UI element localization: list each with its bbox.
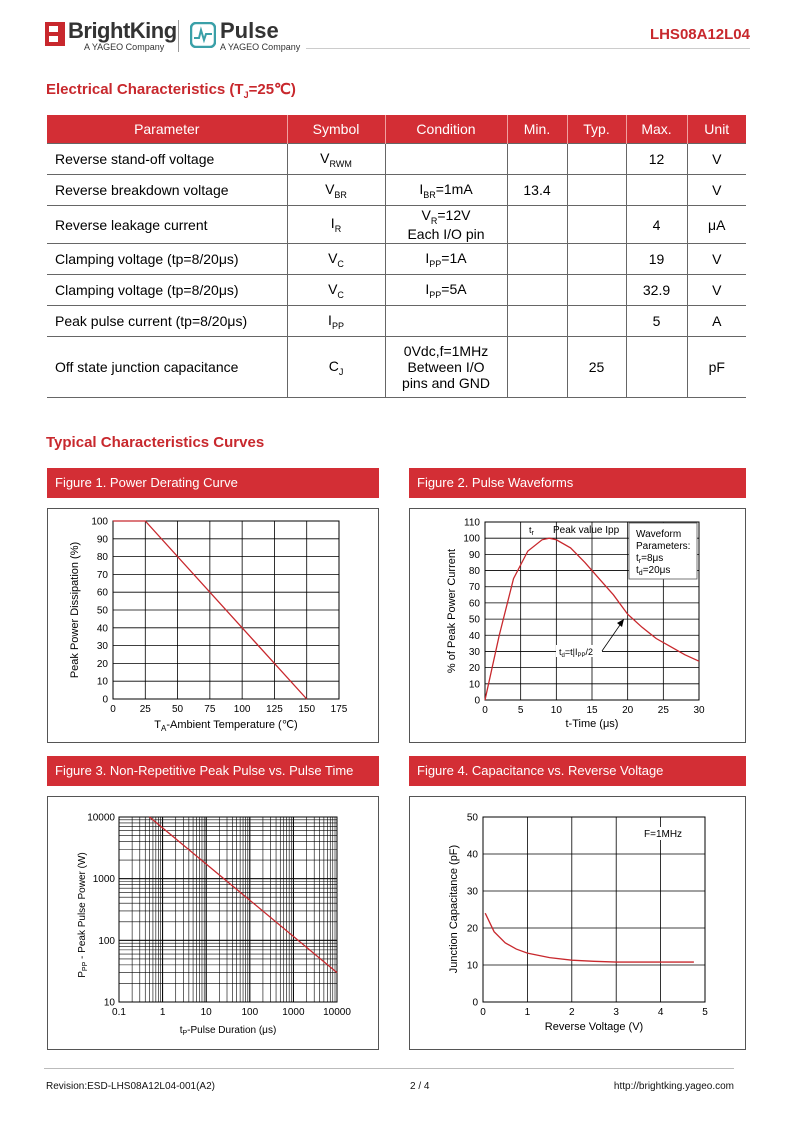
y-tick-label: 50 <box>466 812 478 824</box>
x-tick-label: 25 <box>657 705 669 716</box>
figure4-title: Figure 4. Capacitance vs. Reverse Voltage <box>409 756 746 786</box>
y-tick-label: 20 <box>96 658 108 670</box>
unit-cell: A <box>687 306 746 337</box>
x-tick-label: 25 <box>139 704 151 715</box>
cond-main: I <box>419 180 424 197</box>
symbol-subscript: C <box>337 258 344 269</box>
x-tick-label: 0.1 <box>112 1007 126 1018</box>
y-tick-label: 10 <box>466 960 478 972</box>
col-header-condition: Condition <box>385 115 507 144</box>
x-tick-label: 1 <box>524 1007 531 1018</box>
electrical-characteristics-table <box>47 115 746 398</box>
min-cell <box>507 206 567 244</box>
x-tick-label: 0 <box>480 1007 486 1018</box>
col-header-symbol: Symbol <box>287 115 385 144</box>
figure3-title: Figure 3. Non-Repetitive Peak Pulse vs. Pulse Time <box>47 756 379 786</box>
cond-main: I <box>425 249 430 266</box>
x-tick-label: 0 <box>110 704 116 715</box>
y-tick-label: 50 <box>468 614 480 626</box>
figure3-frame <box>47 796 379 1050</box>
figure4-chart <box>410 797 745 1049</box>
unit-cell: V <box>687 244 746 275</box>
col-header-max: Max. <box>626 115 687 144</box>
min-cell <box>507 144 567 175</box>
x-axis-label: t-Time (μs) <box>565 718 619 730</box>
heading-subscript: J <box>243 90 249 100</box>
legend-line1: Waveform <box>636 529 682 540</box>
min-cell <box>507 306 567 337</box>
x-tick-label: 75 <box>204 704 216 715</box>
typical-curves-heading: Typical Characteristics Curves <box>46 434 265 451</box>
brightking-brand-subtitle: A YAGEO Company <box>84 42 165 52</box>
y-tick-label: 0 <box>474 695 480 707</box>
cond-subscript: R <box>430 215 438 226</box>
cond-line2: Each I/O pin <box>407 225 485 242</box>
x-tick-label: 15 <box>586 705 598 716</box>
revision-text: Revision:ESD-LHS08A12L04-001(A2) <box>46 1081 215 1092</box>
symbol-subscript: BR <box>334 189 347 200</box>
table-row <box>47 337 746 398</box>
x-tick-label: 150 <box>298 704 316 715</box>
condition-cell <box>385 337 507 398</box>
x-tick-label: 5 <box>517 705 524 716</box>
cond-value: =1mA <box>435 180 473 197</box>
symbol-main: I <box>330 215 335 232</box>
param-cell: Clamping voltage (tp=8/20μs) <box>47 244 287 275</box>
heading-text-end: =25℃) <box>248 81 296 98</box>
max-cell: 5 <box>626 306 687 337</box>
condition-cell <box>385 175 507 206</box>
cond-line2: Between I/O <box>407 359 485 375</box>
pulse-brand-name: Pulse <box>220 18 279 43</box>
y-tick-label: 0 <box>472 997 478 1009</box>
figure3-chart <box>48 797 378 1049</box>
y-tick-label: 50 <box>96 605 108 617</box>
x-tick-label: 100 <box>241 1007 259 1018</box>
col-header-min: Min. <box>507 115 567 144</box>
unit-cell: pF <box>687 337 746 398</box>
typ-cell <box>567 244 626 275</box>
x-tick-label: 100 <box>233 704 251 715</box>
typ-cell: 25 <box>567 337 626 398</box>
symbol-main: C <box>328 357 339 374</box>
symbol-cell <box>287 144 385 175</box>
figure1-frame <box>47 508 379 743</box>
pulse-logo-icon <box>190 22 216 48</box>
min-cell <box>507 275 567 306</box>
table-row <box>47 206 746 244</box>
figure2-chart <box>410 509 745 742</box>
symbol-subscript: R <box>334 223 342 234</box>
x-tick-label: 2 <box>569 1007 575 1018</box>
x-axis-label: Reverse Voltage (V) <box>544 1021 644 1033</box>
x-tick-label: 175 <box>330 704 348 715</box>
table-row <box>47 144 746 175</box>
condition-cell <box>385 275 507 306</box>
tr-annotation: $t_r$ <box>529 525 534 537</box>
cond-line3: pins and GND <box>402 375 490 391</box>
x-axis-label: $t_P$-Pulse Duration (μs) <box>179 1025 277 1037</box>
typ-cell <box>567 275 626 306</box>
pulse-brand-subtitle: A YAGEO Company <box>220 42 301 52</box>
x-tick-label: 1000 <box>282 1007 305 1018</box>
condition-cell <box>385 206 507 244</box>
logo-divider <box>178 20 179 52</box>
legend-td: $t_d=20\mu s$ <box>636 565 671 577</box>
y-tick-label: 80 <box>96 552 108 564</box>
col-header-typ: Typ. <box>567 115 626 144</box>
y-tick-label: 0 <box>102 694 108 706</box>
symbol-main: V <box>320 149 330 166</box>
symbol-subscript: PP <box>331 320 344 331</box>
cond-value: =12V <box>437 207 471 224</box>
symbol-subscript: RWM <box>329 158 352 169</box>
x-tick-label: 0 <box>482 705 488 716</box>
condition-cell <box>385 144 507 175</box>
max-cell: 4 <box>626 206 687 244</box>
min-cell <box>507 337 567 398</box>
table-row <box>47 244 746 275</box>
td-arrow-head <box>617 619 624 627</box>
table-row <box>47 175 746 206</box>
param-cell: Reverse stand-off voltage <box>47 144 287 175</box>
typ-cell <box>567 206 626 244</box>
condition-cell <box>385 244 507 275</box>
cond-value: =5A <box>441 280 467 297</box>
symbol-main: V <box>328 280 338 297</box>
page-header <box>44 16 750 56</box>
table-row <box>47 275 746 306</box>
heading-text: Electrical Characteristics (T <box>46 81 244 98</box>
symbol-main: V <box>328 249 338 266</box>
param-cell: Reverse leakage current <box>47 206 287 244</box>
symbol-cell <box>287 337 385 398</box>
cond-subscript: BR <box>423 189 436 200</box>
x-tick-label: 4 <box>657 1007 664 1018</box>
figure2-frame <box>409 508 746 743</box>
y-tick-label: 70 <box>96 569 108 581</box>
table-header-row <box>47 115 746 144</box>
cond-subscript: PP <box>429 289 442 300</box>
figure4-frame <box>409 796 746 1050</box>
y-tick-label: 30 <box>468 646 480 658</box>
y-tick-label: 90 <box>468 549 480 561</box>
y-tick-label: 10 <box>468 679 480 691</box>
legend-label: F=1MHz <box>644 829 683 840</box>
col-header-parameter: Parameter <box>47 115 287 144</box>
y-tick-label: 70 <box>468 582 480 594</box>
param-cell: Off state junction capacitance <box>47 337 287 398</box>
cond-subscript: PP <box>429 258 442 269</box>
unit-cell: V <box>687 175 746 206</box>
min-cell: 13.4 <box>507 175 567 206</box>
condition-cell <box>385 306 507 337</box>
min-cell <box>507 244 567 275</box>
header-rule <box>306 48 750 49</box>
cond-value: =1A <box>441 249 467 266</box>
y-tick-label: 10000 <box>87 812 115 824</box>
symbol-subscript: C <box>337 289 344 300</box>
symbol-cell <box>287 275 385 306</box>
symbol-main: V <box>325 180 335 197</box>
plot-border <box>119 817 337 1002</box>
symbol-cell <box>287 306 385 337</box>
plot-border <box>483 817 705 1002</box>
y-tick-label: 100 <box>98 935 115 947</box>
y-tick-label: 30 <box>466 886 478 898</box>
brightking-brand-name: BrightKing <box>68 18 177 43</box>
typ-cell <box>567 144 626 175</box>
td-annotation: $t_d=t|I_{PP}/2$ <box>559 647 593 659</box>
figure2-title: Figure 2. Pulse Waveforms <box>409 468 746 498</box>
page-number: 2 / 4 <box>410 1081 430 1092</box>
y-tick-label: 90 <box>96 534 108 546</box>
footer-rule <box>44 1068 734 1069</box>
legend-tr: $t_r=8\mu s$ <box>636 553 664 565</box>
y-axis-label: Junction Capacitance (pF) <box>448 844 460 974</box>
symbol-main: I <box>328 311 332 328</box>
table-row <box>47 306 746 337</box>
max-cell <box>626 337 687 398</box>
y-axis-label: Peak Power Dissipation (%) <box>69 541 81 679</box>
y-tick-label: 80 <box>468 566 480 578</box>
typ-cell <box>567 175 626 206</box>
figure1-chart <box>48 509 378 742</box>
figure1-title: Figure 1. Power Derating Curve <box>47 468 379 498</box>
max-cell: 12 <box>626 144 687 175</box>
x-tick-label: 5 <box>702 1007 708 1018</box>
x-tick-label: 10 <box>550 705 562 716</box>
col-header-unit: Unit <box>687 115 746 144</box>
symbol-cell <box>287 244 385 275</box>
y-tick-label: 100 <box>91 516 108 528</box>
param-cell: Reverse breakdown voltage <box>47 175 287 206</box>
y-tick-label: 60 <box>468 598 480 610</box>
unit-cell: V <box>687 275 746 306</box>
y-axis-label: $P_{PP}$ - Peak Pulse Power (W) <box>77 852 89 978</box>
footer-url[interactable]: http://brightking.yageo.com <box>613 1081 734 1092</box>
cond-main: I <box>425 280 430 297</box>
x-tick-label: 50 <box>172 704 184 715</box>
electrical-characteristics-heading <box>46 80 296 100</box>
y-tick-label: 110 <box>464 517 480 529</box>
y-tick-label: 60 <box>96 587 108 599</box>
x-tick-label: 3 <box>613 1007 619 1018</box>
legend-line2: Parameters: <box>636 541 691 552</box>
x-tick-label: 10000 <box>323 1007 351 1018</box>
y-tick-label: 20 <box>466 923 478 935</box>
cond-line1: 0Vdc,f=1MHz <box>403 343 489 359</box>
x-tick-label: 125 <box>266 704 283 715</box>
y-tick-label: 30 <box>96 641 108 653</box>
param-cell: Clamping voltage (tp=8/20μs) <box>47 275 287 306</box>
typ-cell <box>567 306 626 337</box>
symbol-cell <box>287 175 385 206</box>
cond-main: V <box>421 207 431 224</box>
y-axis-label: % of Peak Power Current <box>446 548 458 674</box>
unit-cell: μA <box>687 206 746 244</box>
y-tick-label: 20 <box>468 663 480 675</box>
x-tick-label: 30 <box>693 705 705 716</box>
y-tick-label: 10 <box>96 676 108 688</box>
capacitance-curve <box>485 913 694 962</box>
x-axis-label: $T_A$-Ambient Temperature (℃) <box>154 719 298 733</box>
unit-cell: V <box>687 144 746 175</box>
y-tick-label: 40 <box>468 630 480 642</box>
peak-value-annotation: Peak value Ipp <box>553 525 620 536</box>
max-cell <box>626 175 687 206</box>
max-cell: 19 <box>626 244 687 275</box>
x-tick-label: 1 <box>159 1007 166 1018</box>
y-tick-label: 40 <box>466 849 478 861</box>
y-tick-label: 1000 <box>92 874 115 886</box>
y-tick-label: 10 <box>103 997 115 1009</box>
x-tick-label: 20 <box>622 705 634 716</box>
symbol-subscript: J <box>338 366 344 377</box>
x-tick-label: 10 <box>200 1007 212 1018</box>
td-arrow-line <box>602 622 622 651</box>
y-tick-label: 40 <box>96 623 108 635</box>
part-number: LHS08A12L04 <box>649 26 750 43</box>
symbol-cell <box>287 206 385 244</box>
y-tick-label: 100 <box>463 533 480 545</box>
max-cell: 32.9 <box>626 275 687 306</box>
param-cell: Peak pulse current (tp=8/20μs) <box>47 306 287 337</box>
